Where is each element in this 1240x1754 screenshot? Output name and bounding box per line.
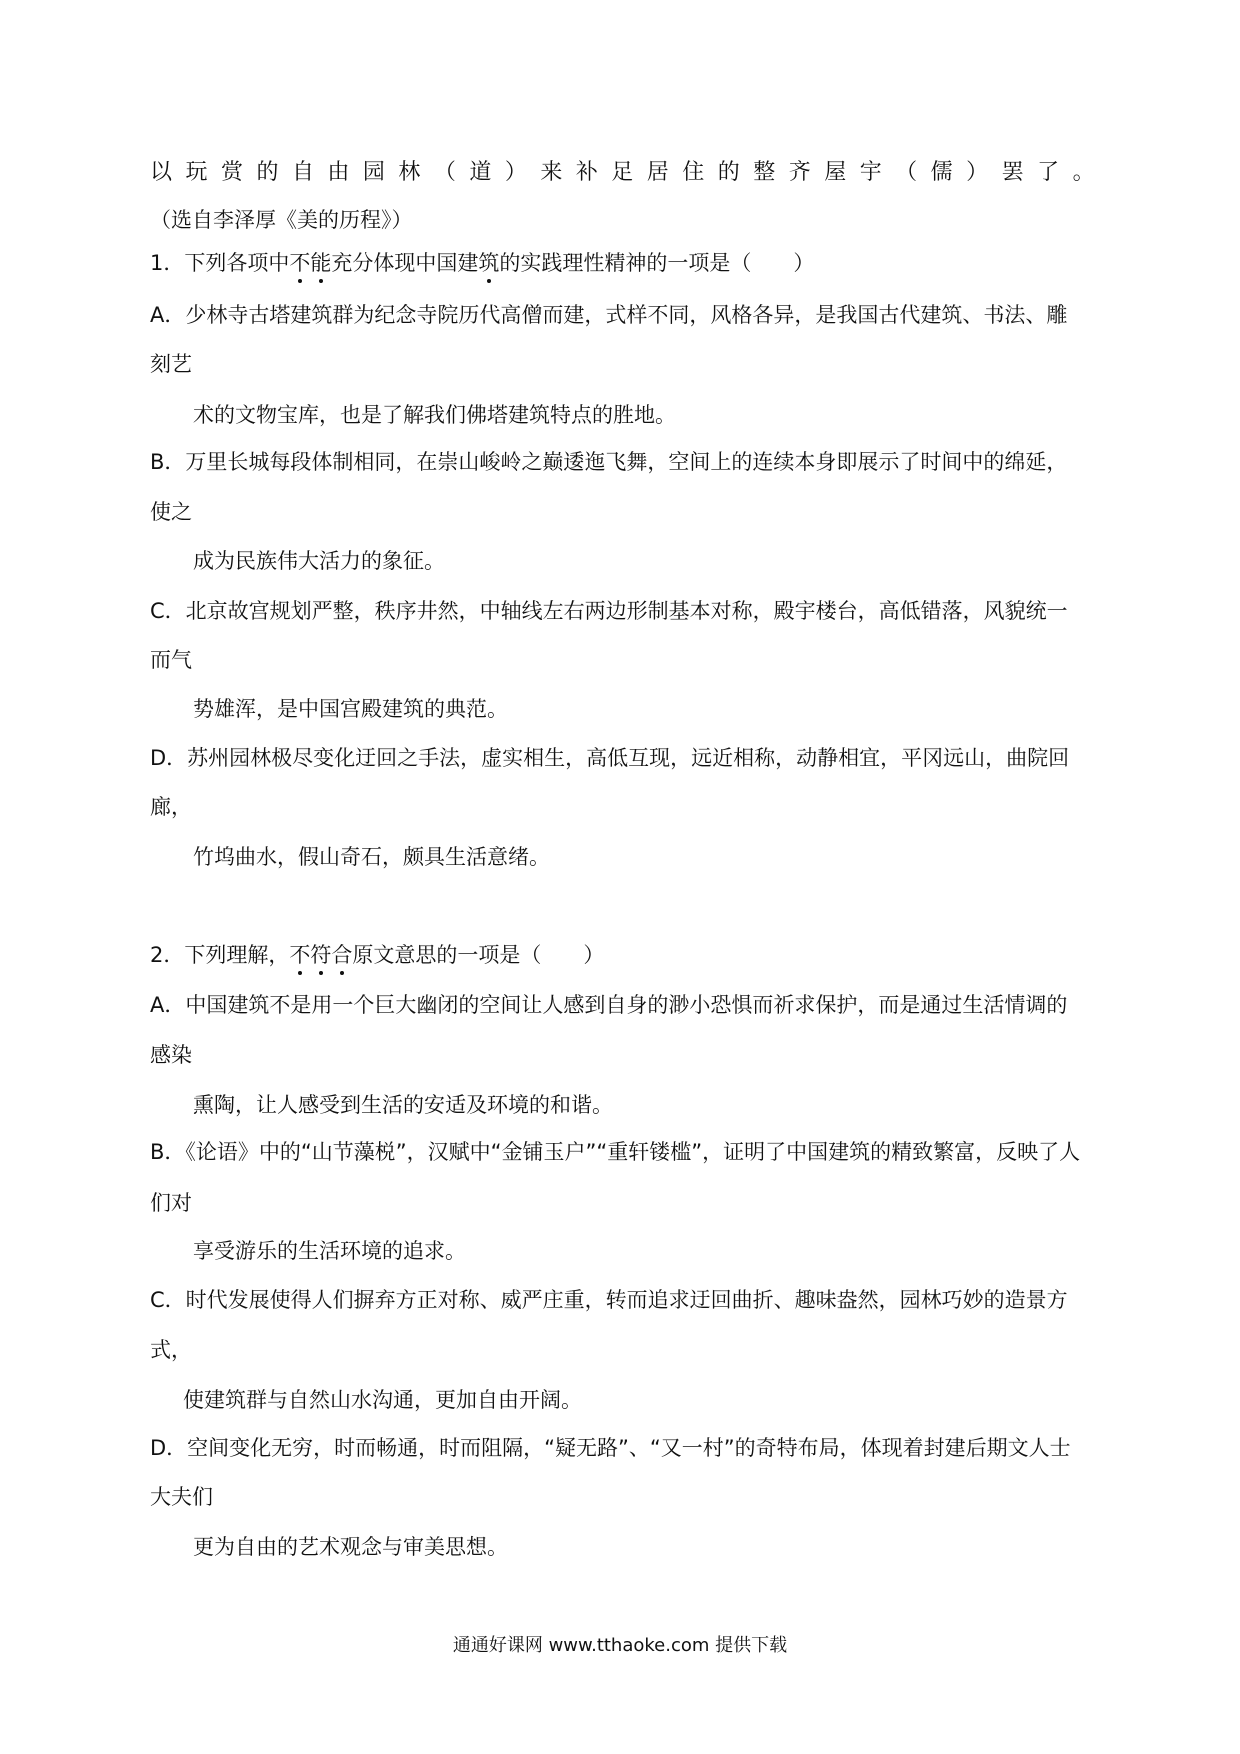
q1-option-c-line1: C．北京故宫规划严整，秩序井然，中轴线左右两边形制基本对称，殿宇楼台，高低错落，风貌统一 bbox=[150, 599, 1068, 623]
stem-text: 原文意思的一项是（ ） bbox=[352, 943, 605, 967]
q2-option-d-line1: D．空间变化无穷，时而畅通，时而阻隔，“疑无路”、“又一村”的奇特布局，体现着封建后期文人士 bbox=[150, 1436, 1071, 1460]
char: 屋 bbox=[824, 160, 847, 185]
char: 补 bbox=[575, 160, 598, 185]
char: 罢 bbox=[1001, 160, 1024, 185]
char: 道 bbox=[469, 160, 492, 185]
q1-option-c-line3: 势雄浑，是中国宫殿建筑的典范。 bbox=[193, 697, 508, 721]
emphasis-char: 符 bbox=[310, 940, 331, 970]
passage-last-line bbox=[150, 158, 1095, 188]
char: 居 bbox=[646, 160, 669, 185]
char: 玩 bbox=[185, 160, 208, 185]
q1-option-d-line1: D．苏州园林极尽变化迂回之手法，虚实相生，高低互现，远近相称，动静相宜，平冈远山，曲院回 bbox=[150, 746, 1070, 770]
char: （ bbox=[895, 160, 918, 185]
q1-option-b-line2: 使之 bbox=[150, 500, 192, 524]
q1-option-b-line1: B．万里长城每段体制相同，在崇山峻岭之巅逶迤飞舞，空间上的连续本身即展示了时间中的绵延， bbox=[150, 450, 1068, 474]
char: 了 bbox=[1037, 160, 1060, 185]
question-1-stem bbox=[150, 248, 814, 278]
emphasis-char: 不 bbox=[289, 248, 310, 278]
question-2-stem bbox=[150, 940, 604, 970]
q2-option-c-line1: C．时代发展使得人们摒弃方正对称、威严庄重，转而追求迂回曲折、趣味盎然，园林巧妙的造景方 bbox=[150, 1288, 1068, 1312]
emphasis-char: 能 bbox=[310, 248, 331, 278]
char: 足 bbox=[611, 160, 634, 185]
q2-option-a-line1: A．中国建筑不是用一个巨大幽闭的空间让人感到自身的渺小恐惧而祈求保护，而是通过生活情调的 bbox=[150, 993, 1068, 1017]
q2-option-a-line3: 熏陶，让人感受到生活的安适及环境的和谐。 bbox=[193, 1093, 613, 1117]
char: 林 bbox=[398, 160, 421, 185]
q2-option-b-line2: 们对 bbox=[150, 1191, 192, 1215]
q2-option-d-line2: 大夫们 bbox=[150, 1485, 213, 1509]
q1-option-a-line3: 术的文物宝库，也是了解我们佛塔建筑特点的胜地。 bbox=[193, 403, 676, 427]
char: 来 bbox=[540, 160, 563, 185]
q1-option-a-line2: 刻艺 bbox=[150, 352, 192, 376]
emphasis-char: 不 bbox=[289, 940, 310, 970]
char: 。 bbox=[1072, 160, 1095, 185]
q1-option-d-line2: 廊， bbox=[150, 795, 192, 819]
char: 宇 bbox=[859, 160, 882, 185]
page-footer: 通通好课网 www.tthaoke.com 提供下载 bbox=[452, 1635, 788, 1656]
char: 整 bbox=[753, 160, 776, 185]
q2-option-c-line2: 式， bbox=[150, 1338, 192, 1362]
emphasis-char: 合 bbox=[331, 940, 352, 970]
char: 以 bbox=[150, 160, 173, 185]
stem-text: 2．下列理解， bbox=[150, 943, 290, 967]
char: 儒 bbox=[930, 160, 953, 185]
stem-text: 充分体现中国建 bbox=[331, 251, 479, 275]
char: 的 bbox=[717, 160, 740, 185]
char: 齐 bbox=[788, 160, 811, 185]
passage-source: （选自李泽厚《美的历程》） bbox=[150, 208, 413, 232]
q2-option-c-line3: 使建筑群与自然山水沟通，更加自由开阔。 bbox=[183, 1388, 582, 1412]
char: 赏 bbox=[220, 160, 243, 185]
char: 园 bbox=[362, 160, 385, 185]
char: 的 bbox=[256, 160, 279, 185]
emphasis-char: 筑 bbox=[478, 248, 499, 278]
stem-text: 1．下列各项中 bbox=[150, 251, 290, 275]
q2-option-b-line3: 享受游乐的生活环境的追求。 bbox=[193, 1239, 466, 1263]
char: ） bbox=[966, 160, 989, 185]
q1-option-a-line1: A．少林寺古塔建筑群为纪念寺院历代高僧而建，式样不同，风格各异，是我国古代建筑、书法、雕 bbox=[150, 303, 1068, 327]
q1-option-c-line2: 而气 bbox=[150, 648, 192, 672]
char: 住 bbox=[682, 160, 705, 185]
q1-option-d-line3: 竹坞曲水，假山奇石，颇具生活意绪。 bbox=[193, 845, 550, 869]
q1-option-b-line3: 成为民族伟大活力的象征。 bbox=[193, 549, 445, 573]
char: ） bbox=[504, 160, 527, 185]
q2-option-b-line1: B．《论语》中的“山节藻棁”，汉赋中“金铺玉户”“重轩镂槛”，证明了中国建筑的精致繁富，反映了人 bbox=[150, 1140, 1081, 1164]
char: 由 bbox=[327, 160, 350, 185]
char: 自 bbox=[291, 160, 314, 185]
q2-option-d-line3: 更为自由的艺术观念与审美思想。 bbox=[193, 1535, 508, 1559]
char: （ bbox=[433, 160, 456, 185]
q2-option-a-line2: 感染 bbox=[150, 1043, 192, 1067]
stem-text: 的实践理性精神的一项是（ ） bbox=[499, 251, 815, 275]
